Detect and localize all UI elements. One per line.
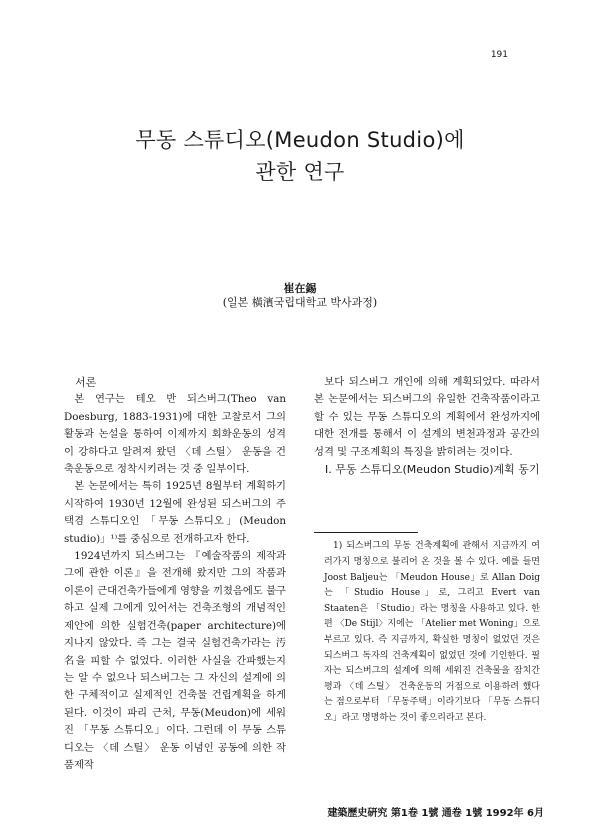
article-title bbox=[0, 124, 600, 188]
title-line-2: 관한 연구 bbox=[255, 160, 345, 184]
body-paragraph: 본 연구는 테오 반 되스버그(Theo van Doesburg, 1883-1931)에 대한 고찰로서 그의 활동과 논설을 통하여 이제까지 회화운동의 성격이 강하다고 알려져 왔던 〈데 스틸〉 운동을 건축운동으로 정착시키려는 것 중 일부이다. bbox=[64, 393, 286, 476]
footnote-divider bbox=[314, 532, 418, 533]
body-paragraph: 1924년까지 되스버그는 『예술작품의 제작과 그에 관한 이론』을 전개해 왔지만 그의 작품과 이론이 근대건축가들에게 영향을 끼쳤음에도 불구하고 실제 그에게 있어서는 건축조형의 개념적인 제안에 의한 실험건축(paper architecture)에 지나지 않았다. 즉 그는 결국 실험건축가라는 汚名을 피할 수 없었다. 이러한 사실을 간파했는지는 알 수 없으나 되스버그는 그 자신의 설계에 의한 구체적이고 실제적인 건축물 건립계획을 하게 된다. 이것이 파리 근처, 무동(Meudon)에 세워진 「무동 스튜디오」이다. 그런데 이 무동 스튜디오는 〈데 스틸〉 운동 이념인 공동에 의한 작품제작 bbox=[64, 550, 286, 771]
journal-footer: 建築歷史硏究 第1卷 1號 通卷 1號 1992年 6月 bbox=[327, 808, 544, 819]
title-line-1: 무동 스튜디오(Meudon Studio)에 bbox=[135, 128, 465, 152]
body-paragraph: 본 논문에서는 특히 1925년 8월부터 계획하기 시작하여 1930년 12월에 완성된 되스버그의 주택겸 스튜디오인 「무동 스튜디오」(Meudon studio)」¹⁾를 중심으로 전개하고자 한다. bbox=[64, 480, 286, 545]
author-name: 崔在錫 bbox=[283, 282, 317, 295]
right-column bbox=[314, 374, 540, 727]
author-affiliation: (일본 橫濱국립대학교 박사과정) bbox=[222, 296, 378, 309]
introduction-heading: 서론 bbox=[75, 376, 97, 389]
page-number: 191 bbox=[490, 50, 508, 60]
footnote: 1) 되스버그의 무동 건축계획에 관해서 지금까지 여러가지 명칭으로 불리어 온 것을 볼 수 있다. 예를 들면 Joost Baljeu는 「Meudon House」로 Allan Doig는 「Studio House」로, 그리고 Evert van Staaten은 「Studio」라는 명칭을 사용하고 있다. 한편 〈De Stijl〉지에는 「Atelier met Woning」으로 부르고 있다. 즉 지금까지, 확실한 명칭이 없었던 것은 되스버그 독자의 건축계획이 없었던 것에 기인한다. 필자는 되스버그의 설계에 의해 세워진 건축물을 잠치간평과 〈데 스틸〉 건축운동의 거점으로 이용하려 했다는 점으로부터 「무동주택」이라기보다 「무동 스튜디오」라고 명명하는 것이 좋으리라고 본다. bbox=[324, 541, 540, 723]
left-column bbox=[64, 374, 286, 774]
section-heading: Ⅰ. 무동 스튜디오(Meudon Studio)계획 동기 bbox=[325, 463, 540, 477]
body-paragraph: 보다 되스버그 개인에 의해 계획되었다. 따라서 본 논문에서는 되스버그의 유일한 건축작품이라고 할 수 있는 무동 스튜디오의 계획에서 완성까지에 대한 전개를 통해서 이 설계의 변천과정과 공간의 성격 및 구조계획의 특징을 밝히려는 것이다. bbox=[314, 376, 540, 458]
